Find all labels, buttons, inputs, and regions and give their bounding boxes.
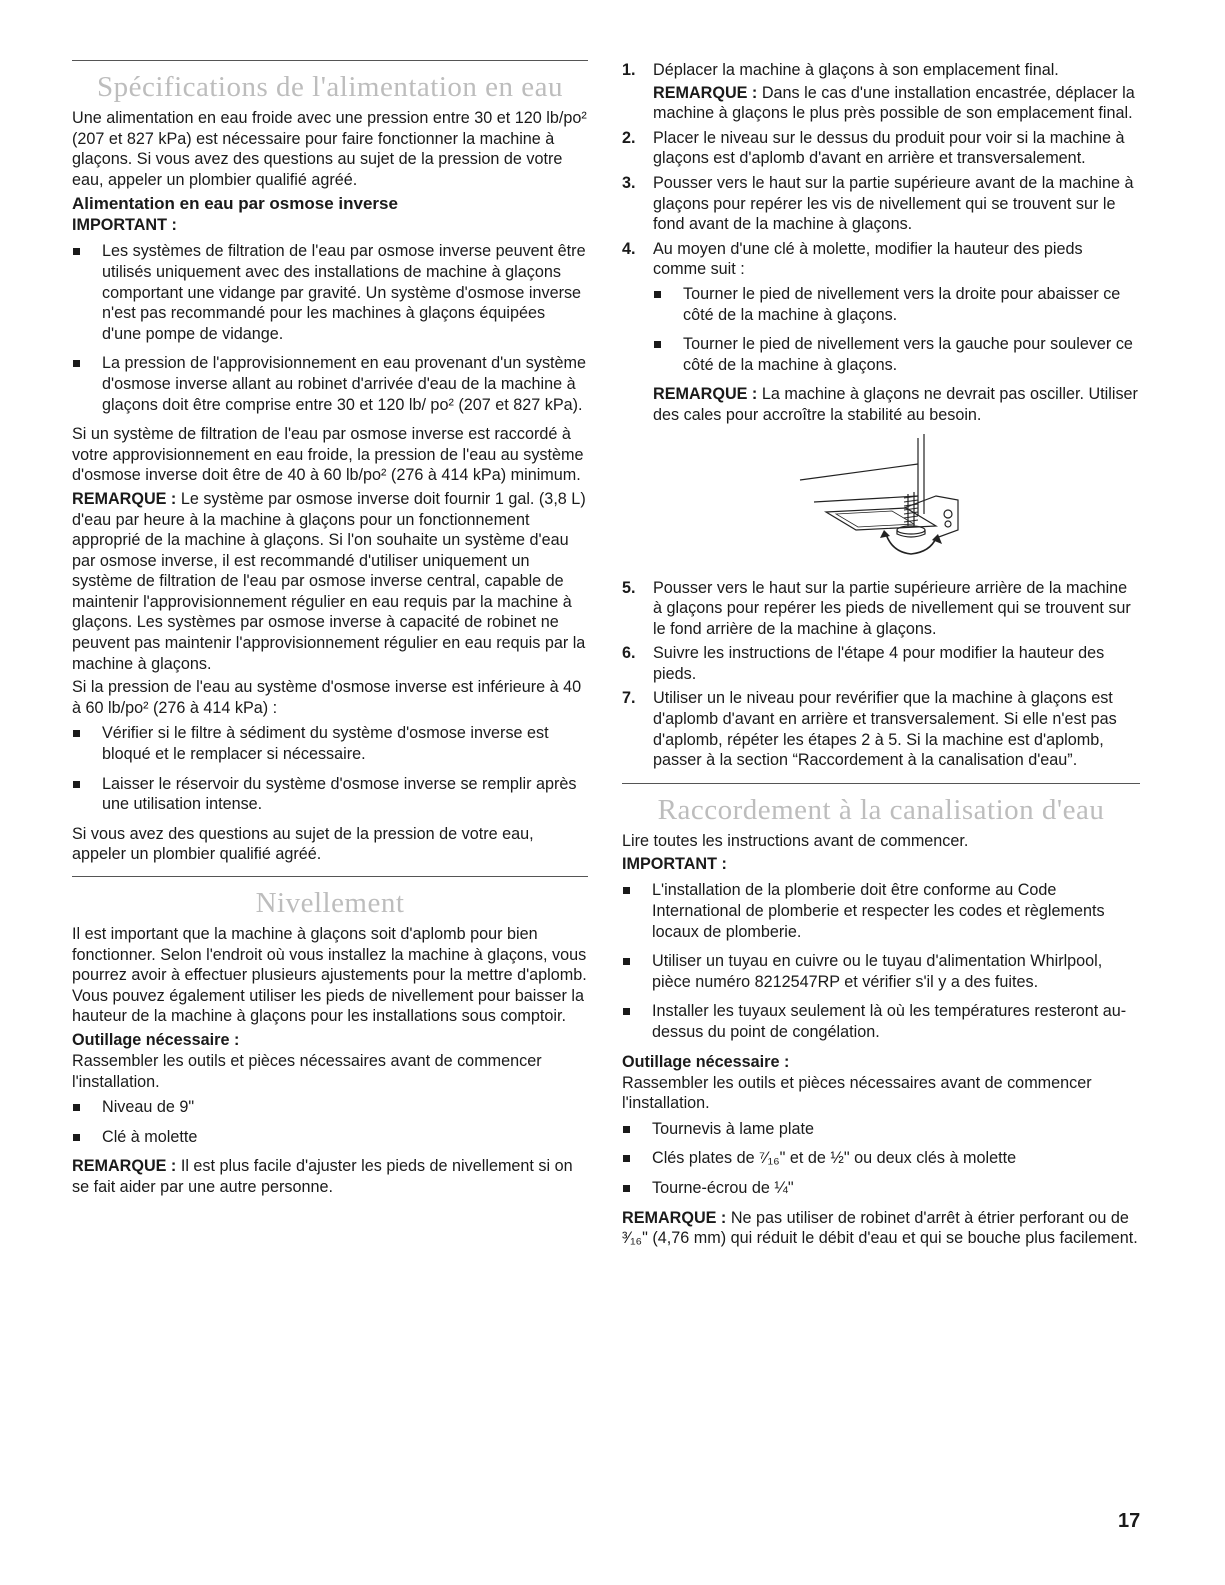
list-item: Tournevis à lame plate (622, 1119, 1140, 1140)
section-divider (72, 60, 588, 61)
step-number: 1. (622, 61, 636, 79)
step-item (622, 173, 1140, 235)
important-label: IMPORTANT : (72, 216, 177, 235)
list-item: Vérifier si le filtre à sédiment du système d'osmose inverse est bloqué et le remplacer si nécessaire. (72, 723, 588, 764)
leveling-steps (622, 60, 1140, 426)
closing-paragraph: Si vous avez des questions au sujet de la pression de votre eau, appeler un plombier qualifié agréé. (72, 824, 534, 864)
step-item (622, 128, 1140, 169)
step-item (622, 643, 1140, 684)
step-text: Placer le niveau sur le dessus du produit pour voir si la machine à glaçons est d'aplomb d'avant en arrière et transversalement. (653, 128, 1125, 168)
step-text: Utiliser un le niveau pour revérifier que la machine à glaçons est d'aplomb d'avant en arrière et transversalement. Si elle n'est pas d'aplomb, répéter les étapes 2 à 5. Si la machine est d'aplomb, passer à la section “Raccordement à la canalisation d'eau”. (653, 689, 1117, 770)
tools-list (72, 1097, 588, 1147)
important-label: IMPORTANT : (622, 855, 727, 874)
list-item: La pression de l'approvisionnement en eau provenant d'un système d'osmose inverse allant au robinet d'arrivée d'eau de la machine à glaçons doit être comprise entre 30 et 120 lb/ po² (207 et 827 kPa). (72, 353, 588, 415)
list-item: Tourner le pied de nivellement vers la gauche pour soulever ce côté de la machine à glaçons. (653, 334, 1140, 375)
tools-list (622, 1119, 1140, 1199)
water-supply-heading: Spécifications de l'alimentation en eau (96, 71, 563, 103)
remarque-paragraph (622, 1208, 1140, 1249)
section-divider (622, 783, 1140, 784)
list-item: L'installation de la plomberie doit être conforme au Code International de plomberie et respecter les codes et règlements locaux de plomberie. (622, 880, 1140, 942)
adjustment-list (653, 284, 1140, 375)
section-divider (72, 876, 588, 877)
left-column (72, 60, 588, 1201)
step-text: Déplacer la machine à glaçons à son emplacement final. (653, 61, 1059, 79)
reverse-osmosis-subheading: Alimentation en eau par osmose inverse (72, 194, 398, 214)
step-text: Pousser vers le haut sur la partie supérieure arrière de la machine à glaçons pour repérer les pieds de nivellement qui se trouvent sur le fond arrière de la machine à glaçons. (653, 578, 1131, 638)
tools-intro: Rassembler les outils et pièces nécessaires avant de commencer l'installation. (622, 1073, 1092, 1113)
tools-label: Outillage nécessaire : (622, 1052, 790, 1071)
list-item: Installer les tuyaux seulement là où les températures resteront au-dessus du point de congélation. (622, 1001, 1140, 1042)
remarque-label: REMARQUE : (653, 83, 758, 102)
step-number: 2. (622, 128, 636, 147)
leveling-foot-illustration (796, 434, 966, 564)
step-number: 3. (622, 173, 636, 192)
step-item (622, 239, 1140, 426)
water-line-heading: Raccordement à la canalisation d'eau (657, 793, 1105, 826)
list-item: Utiliser un tuyau en cuivre ou le tuyau d'alimentation Whirlpool, pièce numéro 8212547RP et vérifier s'il y a des fuites. (622, 951, 1140, 992)
remarque-paragraph (72, 489, 588, 674)
list-item: Tourner le pied de nivellement vers la droite pour abaisser ce côté de la machine à glaçons. (653, 284, 1140, 325)
remarque-text: Le système par osmose inverse doit fournir 1 gal. (3,8 L) d'eau par heure à la machine à glaçons pour un fonctionnement approprié de la machine à glaçons. Si l'on souhaite un système d'eau par osmose inverse, il est recommandé d'utiliser uniquement un système de filtration de l'eau par osmose inverse central, capable de maintenir l'approvisionnement régulier en eau requis par la machine à glaçons. Les systèmes par osmose inverse à capacité de robinet ne peuvent pas maintenir l'approvisionnement régulier en eau requis par la machine à glaçons. (72, 489, 586, 673)
step-text: Au moyen d'une clé à molette, modifier la hauteur des pieds comme suit : (653, 239, 1083, 279)
remarque-label: REMARQUE : (72, 1157, 177, 1176)
step-number: 7. (622, 689, 636, 708)
remarque-label: REMARQUE : (72, 489, 177, 508)
remarque-label: REMARQUE : (653, 385, 758, 404)
leveling-heading: Nivellement (255, 887, 405, 919)
list-item: Clé à molette (72, 1127, 588, 1148)
leveling-intro: Il est important que la machine à glaçons soit d'aplomb pour bien fonctionner. Selon l'endroit où vous installez la machine à glaçons, vous pourrez avoir à effectuer plusieurs ajustements pour la mettre d'aplomb. Vous pouvez également utiliser les pieds de nivellement pour baisser la hauteur de la machine à glaçons pour les installations sous comptoir. (72, 925, 587, 1026)
list-item: Clés plates de ⁷⁄₁₆" et de ½" ou deux clés à molette (622, 1148, 1140, 1169)
list-item: Tourne-écrou de ¼" (622, 1178, 1140, 1199)
reverse-osmosis-paragraph: Si un système de filtration de l'eau par osmose inverse est raccordé à votre approvisionnement en eau froide, la pression de l'eau au système d'osmose inverse doit être de 40 à 60 lb/po² (276 à 414 kPa) minimum. (72, 425, 584, 485)
remarque-label: REMARQUE : (622, 1208, 727, 1227)
tools-label: Outillage nécessaire : (72, 1030, 240, 1049)
step-text: Pousser vers le haut sur la partie supérieure avant de la machine à glaçons pour repérer les vis de nivellement qui se trouvent sur le fond avant de la machine à glaçons. (653, 173, 1134, 234)
water-supply-intro: Une alimentation en eau froide avec une pression entre 30 et 120 lb/po² (207 et 827 kPa) est nécessaire pour faire fonctionner la machine à glaçons. Si vous avez des questions au sujet de la pression de votre eau, appeler un plombier qualifié agréé. (72, 109, 587, 189)
step-item (622, 688, 1140, 770)
remarque-text: La machine à glaçons ne devrait pas osciller. Utiliser des cales pour accroître la stabilité au besoin. (653, 385, 1138, 424)
list-item: Les systèmes de filtration de l'eau par osmose inverse peuvent être utilisés uniquement avec des installations de machine à glaçons comportant une vidange par gravité. Un système d'osmose inverse n'est pas recommandé pour les machines à glaçons équipées d'une pompe de vidange. (72, 241, 588, 344)
remarque-text: Ne pas utiliser de robinet d'arrêt à étrier perforant ou de ³⁄₁₆" (4,76 mm) qui réduit le débit d'eau et qui se bouche plus facilement. (622, 1208, 1138, 1248)
leveling-steps-continued (622, 578, 1140, 771)
remarque-paragraph (653, 83, 1140, 124)
step-item (622, 578, 1140, 640)
page-number: 17 (1118, 1510, 1141, 1532)
right-column (622, 60, 1140, 1252)
list-item: Laisser le réservoir du système d'osmose inverse se remplir après une utilisation intense. (72, 774, 588, 815)
tools-intro: Rassembler les outils et pièces nécessaires avant de commencer l'installation. (72, 1051, 542, 1091)
step-number: 5. (622, 578, 636, 597)
remarque-text: Dans le cas d'une installation encastrée, déplacer la machine à glaçons le plus près possible de son emplacement final. (653, 83, 1135, 123)
water-line-intro: Lire toutes les instructions avant de commencer. (622, 831, 969, 850)
reverse-osmosis-list (72, 241, 588, 415)
plumbing-list (622, 880, 1140, 1042)
low-pressure-list (72, 723, 588, 814)
step-number: 4. (622, 239, 636, 258)
remarque-paragraph (72, 1156, 588, 1197)
remarque-paragraph (653, 384, 1140, 425)
remarque-text: Il est plus facile d'ajuster les pieds de nivellement si on se fait aider par une autre personne. (72, 1157, 573, 1196)
step-number: 6. (622, 644, 636, 663)
step-text: Suivre les instructions de l'étape 4 pour modifier la hauteur des pieds. (653, 644, 1105, 683)
list-item: Niveau de 9" (72, 1097, 588, 1118)
step-item (622, 60, 1140, 124)
low-pressure-paragraph: Si la pression de l'eau au système d'osmose inverse est inférieure à 40 à 60 lb/po² (276 à 414 kPa) : (72, 678, 582, 717)
